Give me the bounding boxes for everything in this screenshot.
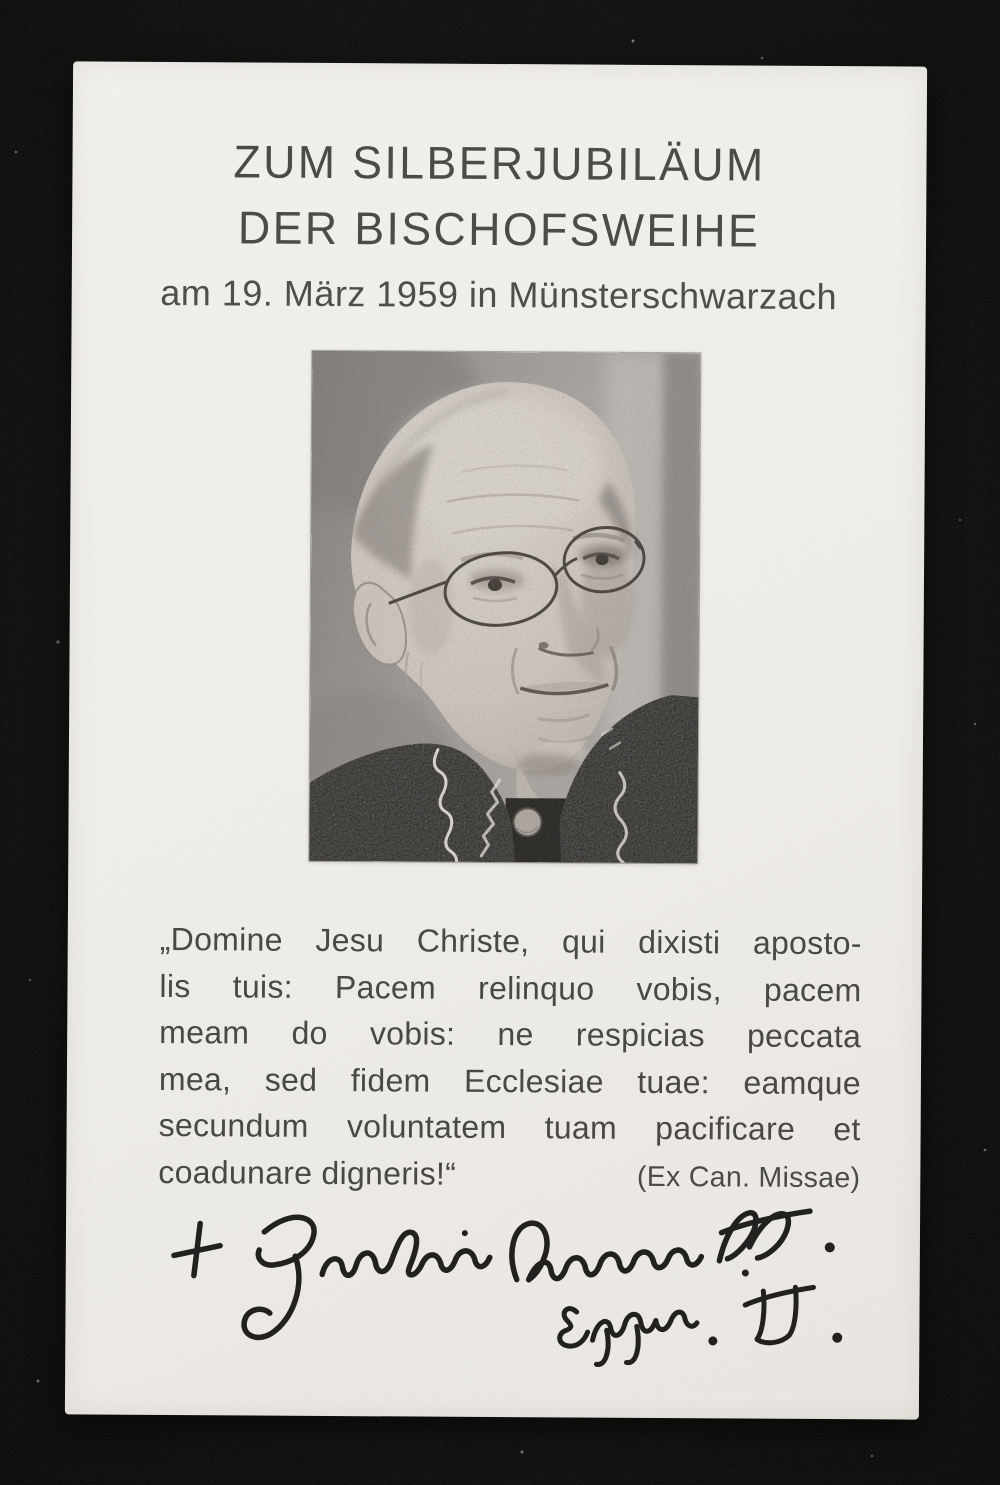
quote-line: mea, sed fidem Ecclesiae tuae: eamque [158,1060,862,1101]
quote-line: lis tuis: Pacem relinquo vobis, pacem [159,967,862,1008]
title-block [72,127,927,322]
portrait-photo [309,351,700,863]
card-title-line2: DER BISCHOFSWEIHE [237,201,761,257]
card-title-line1: ZUM SILBERJUBILÄUM [233,135,766,191]
signature-handwriting [143,1190,886,1413]
quote-citation: (Ex Can. Missae) [636,1160,861,1194]
quote-block [158,916,862,1201]
quote-closing: coadunare digneris!“ [158,1153,457,1192]
quote-line: meam do vobis: ne respicias peccata [159,1013,862,1055]
signature-line2 [560,1286,843,1366]
quote-line: „Domine Jesu Christe, qui dixisti aposto- [159,920,862,962]
signature-line1 [173,1207,835,1341]
card-subtitle: am 19. März 1959 in Münsterschwarzach [160,271,838,318]
jubilee-card [65,61,927,1419]
quote-line: secundum voluntatem tuam pacificare et [158,1106,861,1148]
